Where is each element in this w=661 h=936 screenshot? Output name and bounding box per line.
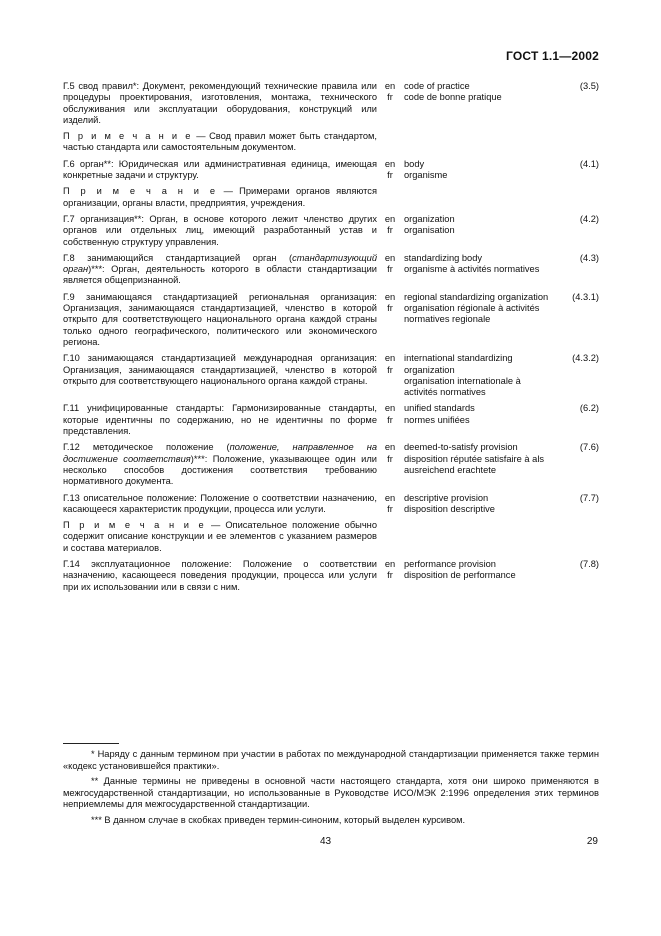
reference-number: (6.2) bbox=[579, 403, 599, 414]
page-number: 29 bbox=[586, 836, 598, 847]
foreign-equivalent: organisation régionale à activités normatives regionale bbox=[404, 303, 540, 325]
language-code: fr bbox=[387, 92, 393, 103]
foreign-equivalents bbox=[403, 442, 552, 487]
reference-number: (4.3) bbox=[579, 252, 599, 263]
term-definition bbox=[63, 493, 377, 516]
foreign-equivalent: organisation bbox=[404, 225, 455, 236]
language-code: fr bbox=[387, 364, 393, 375]
term-text-part: Г.13 описательное положение: Положение о соответствии назначению, касающееся характеристик продукции, процесса или услуги. bbox=[63, 492, 377, 514]
reference-number: (3.5) bbox=[579, 81, 599, 91]
term-definition bbox=[63, 442, 377, 487]
footnote-divider bbox=[63, 743, 119, 744]
foreign-equivalents bbox=[403, 159, 552, 182]
note-text: — Примерами органов являются организации, органы власти, предприятия, учреждения. bbox=[63, 186, 377, 208]
note-label: П р и м е ч а н и е bbox=[63, 520, 206, 531]
language-codes bbox=[377, 353, 403, 398]
term-entry bbox=[63, 292, 603, 348]
language-codes bbox=[377, 81, 403, 126]
foreign-equivalent: descriptive provision bbox=[404, 492, 489, 503]
term-text-part: Г.9 занимающаяся стандартизацией региональная организация: Организация, занимающаяся стандартизацией, членство в которой открыто для соответствующего национального органа каждой страны только одного географического, политического или экономического региона. bbox=[63, 291, 377, 347]
language-code: en bbox=[384, 213, 396, 224]
term-entry bbox=[63, 442, 603, 487]
language-codes bbox=[377, 159, 403, 182]
language-codes bbox=[377, 253, 403, 287]
language-codes bbox=[377, 292, 403, 348]
footnotes bbox=[63, 749, 599, 831]
language-code: fr bbox=[387, 264, 393, 275]
foreign-equivalent: body bbox=[404, 158, 425, 169]
footnote: ** Данные термины не приведены в основной части настоящего стандарта, хотя они широко применяются в межгосударственной стандартизации, но использованные в Руководстве ИСО/МЭК 2:1996 определения этих терминов неприемлемы для межгосударственной стандартизации. bbox=[63, 776, 599, 810]
language-code: en bbox=[384, 442, 396, 453]
term-text-part: Г.7 организация**: Орган, в основе которого лежит членство других органов или отдельных лиц, имеющий разработанный устав и собственную структуру управления. bbox=[63, 213, 377, 247]
term-entry bbox=[63, 559, 603, 593]
term-text-part: Г.10 занимающаяся стандартизацией международная организация: Организация, занимающаяся стандартизацией, членство в которой открыто для соответствующего национального органа каждой страны. bbox=[63, 353, 377, 386]
term-definition bbox=[63, 214, 377, 248]
term-entry bbox=[63, 403, 603, 437]
foreign-equivalents bbox=[403, 493, 552, 516]
term-definition bbox=[63, 81, 377, 126]
foreign-equivalent: code de bonne pratique bbox=[404, 92, 502, 103]
center-page-number: 43 bbox=[320, 836, 332, 847]
reference-number: (4.2) bbox=[579, 213, 599, 224]
language-codes bbox=[377, 442, 403, 487]
foreign-equivalent: international standardizing organization bbox=[404, 353, 513, 375]
foreign-equivalents bbox=[403, 253, 552, 287]
foreign-equivalent: code of practice bbox=[404, 81, 470, 91]
reference-number: (4.1) bbox=[579, 158, 599, 169]
term-note bbox=[63, 520, 377, 554]
footnote: *** В данном случае в скобках приведен термин-синоним, который выделен курсивом. bbox=[91, 814, 466, 825]
term-entry bbox=[63, 353, 603, 398]
language-codes bbox=[377, 214, 403, 248]
term-text-part: Г.12 методическое положение ( bbox=[63, 442, 230, 453]
reference-number: (7.7) bbox=[579, 492, 599, 503]
language-code: en bbox=[384, 353, 396, 364]
foreign-equivalent: normes unifiées bbox=[404, 414, 470, 425]
foreign-equivalent: disposition réputée satisfaire à als ausreichend erachtete bbox=[404, 453, 545, 475]
foreign-equivalent: deemed-to-satisfy provision bbox=[404, 442, 518, 453]
language-code: fr bbox=[387, 225, 393, 236]
language-codes bbox=[377, 493, 403, 516]
reference-number: (4.3.2) bbox=[572, 353, 599, 364]
language-code: en bbox=[384, 81, 396, 91]
reference-number: (7.8) bbox=[579, 558, 599, 569]
language-code: en bbox=[384, 492, 396, 503]
reference-number: (7.6) bbox=[579, 442, 599, 453]
footnote: * Наряду с данным термином при участии в работах по международной стандартизации применяется также термин «кодекс установившейся практики». bbox=[63, 749, 599, 771]
term-entry bbox=[63, 214, 603, 248]
note-text: — Описательное положение обычно содержит описание конструкции и ее элементов с указанием размеров и состава материалов. bbox=[63, 520, 377, 553]
note-label: П р и м е ч а н и е bbox=[63, 186, 218, 197]
foreign-equivalents bbox=[403, 81, 552, 126]
foreign-equivalent: unified standards bbox=[404, 403, 475, 414]
term-entry bbox=[63, 493, 603, 516]
foreign-equivalents bbox=[403, 353, 552, 398]
terms-list bbox=[63, 81, 603, 598]
term-note bbox=[63, 186, 377, 209]
foreign-equivalents bbox=[403, 559, 552, 593]
term-entry bbox=[63, 159, 603, 182]
document-code: ГОСТ 1.1—2002 bbox=[506, 49, 599, 63]
term-text-part: )***: Орган, деятельность которого в области стандартизации является общепризнанной. bbox=[63, 264, 377, 286]
language-code: fr bbox=[387, 414, 393, 425]
foreign-equivalents bbox=[403, 214, 552, 248]
foreign-equivalents bbox=[403, 292, 552, 348]
foreign-equivalent: organisation internationale à activités normatives bbox=[404, 375, 521, 398]
term-synonym: положение, направленное на достижение соответствия bbox=[63, 442, 377, 464]
foreign-equivalent: regional standardizing organization bbox=[404, 291, 549, 302]
term-note bbox=[63, 131, 377, 154]
foreign-equivalent: disposition de performance bbox=[404, 570, 516, 581]
foreign-equivalents bbox=[403, 403, 552, 437]
term-entry bbox=[63, 81, 603, 126]
term-text-part: Г.6 орган**: Юридическая или административная единица, имеющая конкретные задачи и структуру. bbox=[63, 158, 377, 181]
term-definition bbox=[63, 559, 377, 593]
term-definition bbox=[63, 353, 377, 398]
language-code: fr bbox=[387, 303, 393, 314]
language-codes bbox=[377, 403, 403, 437]
term-definition bbox=[63, 403, 377, 437]
language-code: fr bbox=[387, 503, 393, 514]
foreign-equivalent: performance provision bbox=[404, 558, 496, 569]
language-code: fr bbox=[387, 170, 393, 181]
term-entry bbox=[63, 253, 603, 287]
language-code: en bbox=[384, 252, 396, 263]
foreign-equivalent: standardizing body bbox=[404, 252, 483, 263]
term-synonym: стандартизующий орган bbox=[63, 252, 377, 275]
language-code: en bbox=[384, 291, 396, 302]
language-code: en bbox=[384, 403, 396, 414]
term-text-part: Г.14 эксплуатационное положение: Положение о соответствии назначению, касающееся поведения продукции, процесса или услуги при их использовании или в связи с ним. bbox=[63, 558, 377, 592]
term-definition bbox=[63, 292, 377, 348]
term-text-part: Г.8 занимающийся стандартизацией орган ( bbox=[63, 252, 293, 263]
note-text: — Свод правил может быть стандартом, частью стандарта или самостоятельным документом. bbox=[63, 131, 377, 153]
term-definition bbox=[63, 253, 377, 287]
note-label: П р и м е ч а н и е bbox=[63, 131, 193, 142]
language-code: en bbox=[384, 558, 396, 569]
language-codes bbox=[377, 559, 403, 593]
language-code: fr bbox=[387, 570, 393, 581]
foreign-equivalent: organization bbox=[404, 213, 455, 224]
foreign-equivalent: organisme à activités normatives bbox=[404, 264, 540, 275]
term-text-part: )***: Положение, указывающее один или несколько способов достижения соответствия требованию нормативного документа. bbox=[63, 453, 377, 487]
language-code: en bbox=[384, 158, 396, 169]
term-text-part: Г.5 свод правил*: Документ, рекомендующий технические правила или процедуры проектирования, изготовления, монтажа, технического обслуживания или эксплуатации оборудования, конструкций или изделий. bbox=[63, 81, 377, 125]
foreign-equivalent: disposition descriptive bbox=[404, 503, 495, 514]
term-text-part: Г.11 унифицированные стандарты: Гармонизированные стандарты, которые идентичны по содержанию, но не идентичны по форме представления. bbox=[63, 403, 377, 437]
term-definition bbox=[63, 159, 377, 182]
language-code: fr bbox=[387, 453, 393, 464]
foreign-equivalent: organisme bbox=[404, 170, 448, 181]
reference-number: (4.3.1) bbox=[572, 291, 599, 302]
